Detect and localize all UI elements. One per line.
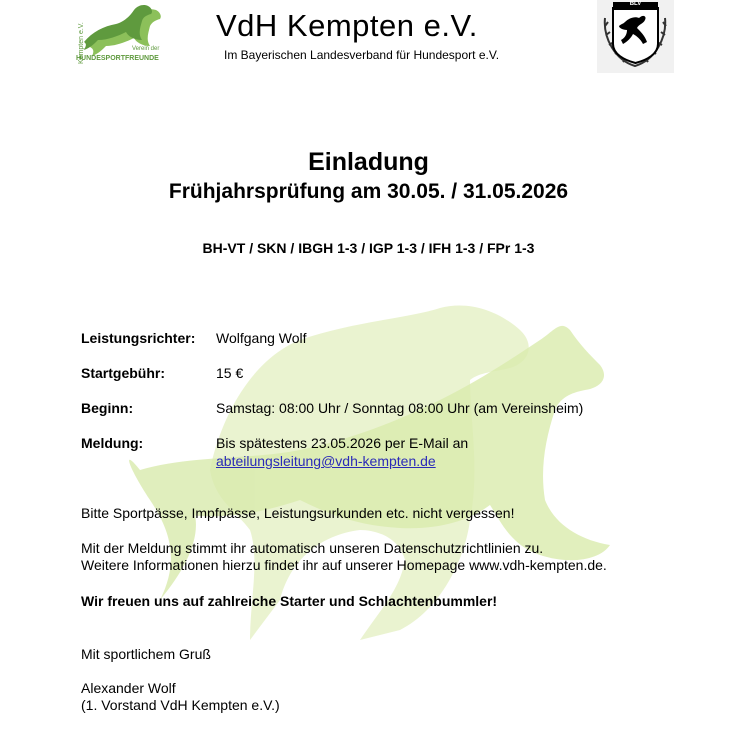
start-value: Samstag: 08:00 Uhr / Sonntag 08:00 Uhr (am Vereinsheim) <box>216 400 584 416</box>
blv-emblem <box>597 0 674 73</box>
invitation-title: Einladung <box>308 148 429 176</box>
judge-label: Leistungsrichter: <box>81 330 196 346</box>
fee-value: 15 € <box>216 365 244 381</box>
invitation-subtitle: Frühjahrsprüfung am 30.05. / 31.05.2026 <box>168 180 569 203</box>
greeting: Mit sportlichem Gruß <box>81 646 211 662</box>
club-logo <box>70 2 170 66</box>
registration-email-link[interactable]: abteilungsleitung@vdh-kempten.de <box>216 453 436 469</box>
closing-text: Wir freuen uns auf zahlreiche Starter und Schlachtenbummler! <box>81 593 498 609</box>
fee-label: Startgebühr: <box>81 365 165 381</box>
logo-text-line2: HUNDESPORTFREUNDE <box>76 55 159 62</box>
logo-vertical-text: Kempten e.V. <box>78 22 85 64</box>
exam-classes: BH-VT / SKN / IBGH 1-3 / IGP 1-3 / IFH 1-3 / FPr 1-3 <box>202 240 535 256</box>
club-title: VdH Kempten e.V. <box>216 8 478 43</box>
logo-text-line1: Verein der <box>132 46 160 52</box>
blv-emblem-icon <box>597 0 674 73</box>
privacy-line-1: Mit der Meldung stimmt ihr automatisch unseren Datenschutzrichtlinien zu. <box>81 540 544 556</box>
club-subtitle: Im Bayerischen Landesverband für Hundesport e.V. <box>224 48 500 62</box>
reminder-text: Bitte Sportpässe, Impfpässe, Leistungsurkunden etc. nicht vergessen! <box>81 505 515 521</box>
blv-emblem-text: BLV <box>629 1 642 7</box>
signer-role: (1. Vorstand VdH Kempten e.V.) <box>81 697 280 713</box>
privacy-line-2: Weitere Informationen hierzu findet ihr auf unserer Homepage www.vdh-kempten.de. <box>81 557 607 573</box>
judge-value: Wolfgang Wolf <box>216 330 307 346</box>
registration-value: Bis spätestens 23.05.2026 per E-Mail an <box>216 435 469 451</box>
start-label: Beginn: <box>81 400 134 416</box>
signer-name: Alexander Wolf <box>81 680 176 696</box>
registration-label: Meldung: <box>81 435 144 451</box>
